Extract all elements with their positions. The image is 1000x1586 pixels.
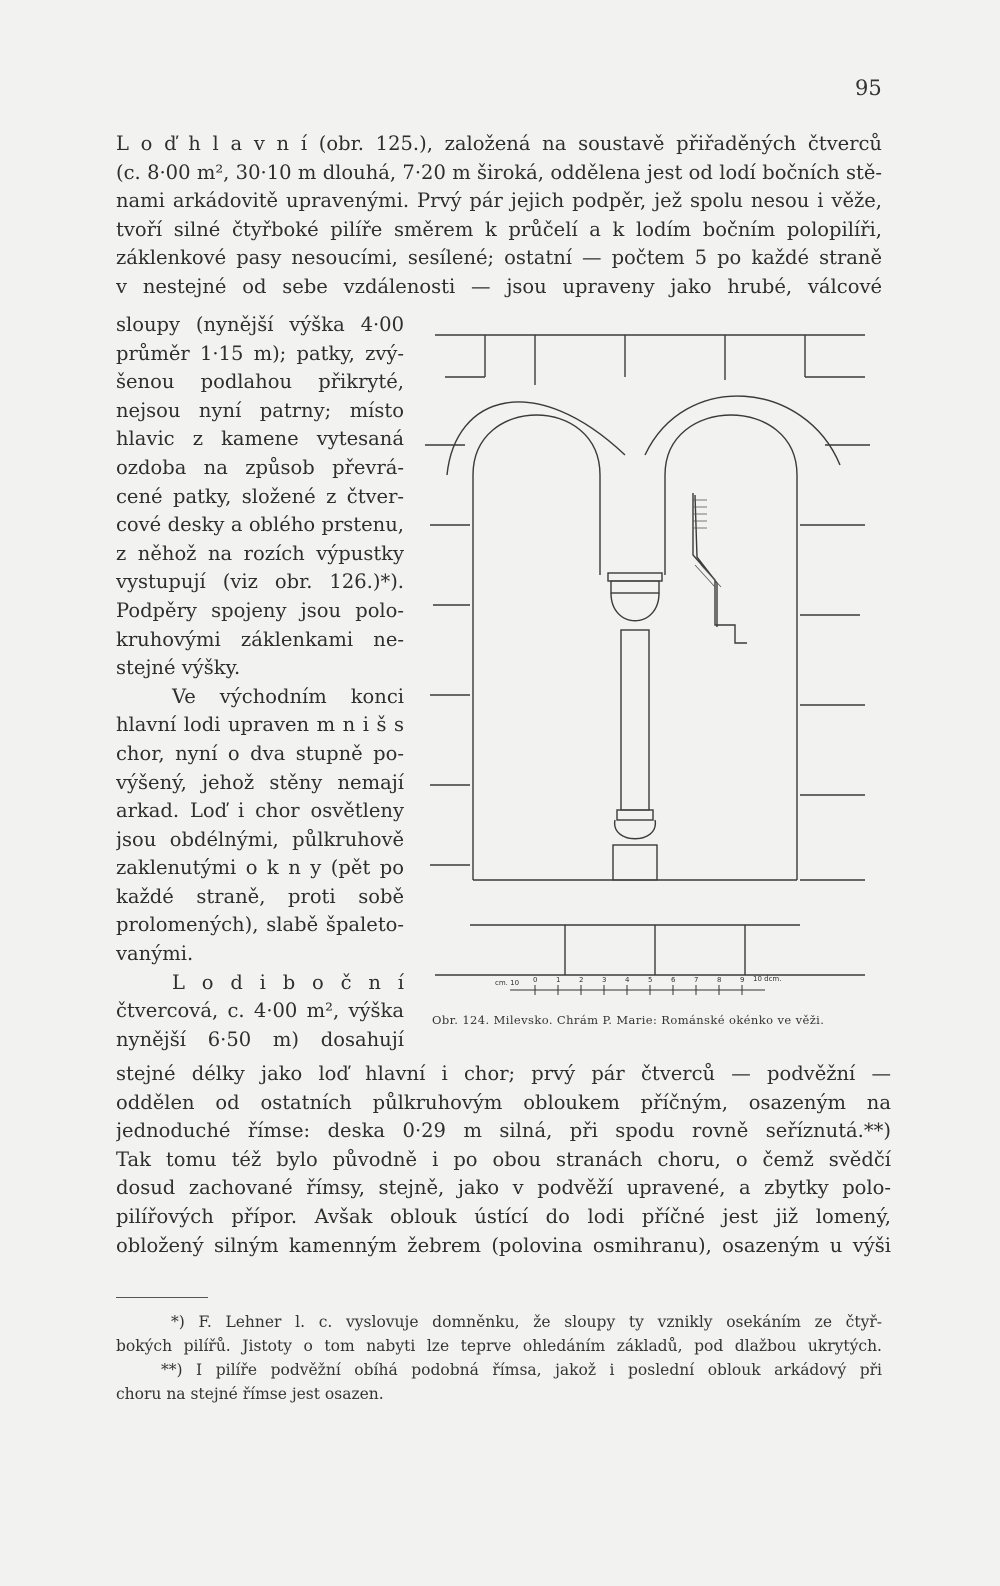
scale-label-left: cm. 10 xyxy=(495,979,520,987)
text-line: arkad. Loď i chor osvětleny xyxy=(116,799,404,823)
scale-tick-label: 6 xyxy=(671,976,676,984)
text-line: chor, nyní o dva stupně po- xyxy=(116,741,404,765)
text-line: L o ď h l a v n í (obr. 125.), založená na soustavě přiřaděných čtverců xyxy=(116,132,882,155)
text-line: z něhož na rozích výpustky xyxy=(116,541,404,565)
footnote-line: **) I pilíře podvěžní obíhá podobná římsa, jakož i poslední oblouk arkádový při xyxy=(161,1361,882,1379)
scale-tick-label: 7 xyxy=(694,976,699,984)
text-line: (c. 8·00 m², 30·10 m dlouhá, 7·20 m široká, oddělena jest od lodí bočních stě- xyxy=(116,160,882,184)
scale-tick-label: 3 xyxy=(602,976,607,984)
text-line: ozdoba na způsob převrá- xyxy=(116,455,404,479)
intro-paragraph xyxy=(116,130,882,302)
text-line: nynější 6·50 m) dosahují xyxy=(116,1027,404,1051)
text-line: vystupují (viz obr. 126.)*). xyxy=(116,570,404,594)
text-line: výšený, jehož stěny nemají xyxy=(116,770,404,794)
footnote-line: choru na stejné římse jest osazen. xyxy=(116,1385,384,1403)
text-line: stejné výšky. xyxy=(116,656,241,680)
footnote-rule xyxy=(116,1297,208,1298)
text-line: čtvercová, c. 4·00 m², výška xyxy=(116,999,404,1023)
page-number: 95 xyxy=(855,76,882,100)
text-line: zaklenutými o k n y (pět po xyxy=(116,856,404,880)
scale-tick-label: 4 xyxy=(625,976,630,984)
text-line: prolomených), slabě špaleto- xyxy=(116,913,404,937)
footnote-line: *) F. Lehner l. c. vyslovuje domněnku, že sloupy ty vznikly osekáním ze čtyř- xyxy=(171,1313,882,1331)
text-line: Ve východním konci xyxy=(172,684,404,708)
text-line: oddělen od ostatních půlkruhovým obloukem příčným, osazeným na xyxy=(116,1090,891,1114)
text-line: vanými. xyxy=(116,942,194,966)
scale-tick-label: 1 xyxy=(556,976,561,984)
text-line: nami arkádovitě upravenými. Prvý pár jejich podpěr, jež spolu nesou i věže, xyxy=(116,189,882,213)
text-line: kruhovými záklenkami ne- xyxy=(116,627,404,651)
text-line: jednoduché římse: deska 0·29 m silná, při spodu rovně seříznutá.**) xyxy=(116,1119,891,1143)
scale-tick-label: 8 xyxy=(717,976,722,984)
scale-tick-label: 0 xyxy=(533,976,538,984)
window-drawing xyxy=(425,325,880,997)
text-line: jsou obdélnými, půlkruhově xyxy=(116,827,404,851)
text-line: sloupy (nynější výška 4·00 xyxy=(116,313,404,336)
text-line: tvoří silné čtyřboké pilíře směrem k průčelí a k lodím bočním polopilíři, xyxy=(116,217,882,241)
text-line: každé straně, proti sobě xyxy=(116,884,404,908)
text-line: záklenkové pasy nesoucími, sesílené; ostatní — počtem 5 po každé straně xyxy=(116,246,882,270)
text-line: cové desky a oblého prstenu, xyxy=(116,513,404,537)
text-line: dosud zachované římsy, stejně, jako v podvěží upravené, a zbytky polo- xyxy=(116,1176,891,1200)
text-line: hlavic z kamene vytesaná xyxy=(116,427,404,451)
figure-caption: Obr. 124. Milevsko. Chrám P. Marie: Románské okénko ve věži. xyxy=(432,1013,825,1027)
text-line: L o d i b o č n í xyxy=(172,970,404,994)
window-figure xyxy=(425,325,880,997)
text-line: Podpěry spojeny jsou polo- xyxy=(116,598,404,622)
text-line: obložený silným kamenným žebrem (polovina osmihranu), osazeným u výši xyxy=(116,1233,891,1257)
column-paragraph xyxy=(116,311,404,1054)
text-line: cené patky, složené z čtver- xyxy=(116,484,404,508)
text-line: průměr 1·15 m); patky, zvý- xyxy=(116,341,404,365)
text-line: stejné délky jako loď hlavní i chor; prvý pár čtverců — podvěžní — xyxy=(116,1062,891,1085)
text-line: nejsou nyní patrny; místo xyxy=(116,398,404,422)
scale-tick-label: 2 xyxy=(579,976,584,984)
text-line: šenou podlahou přikryté, xyxy=(116,370,404,394)
footnote-line: bokých pilířů. Jistoty o tom nabyti lze teprve ohledáním základů, pod dlažbou ukrytých. xyxy=(116,1337,882,1355)
bottom-paragraph xyxy=(116,1060,891,1260)
text-line: hlavní lodi upraven m n i š s xyxy=(116,713,404,737)
scale-label-right: 10 dcm. xyxy=(753,975,782,983)
scale-tick-label: 5 xyxy=(648,976,653,984)
scale-tick-label: 9 xyxy=(740,976,745,984)
text-line: v nestejné od sebe vzdálenosti — jsou upraveny jako hrubé, válcové xyxy=(116,274,882,298)
footnotes xyxy=(116,1310,882,1406)
text-line: pilířových přípor. Avšak oblouk ústící do lodi příčné jest již lomený, xyxy=(116,1204,891,1228)
text-line: Tak tomu též bylo původně i po obou stranách choru, o čemž svědčí xyxy=(116,1147,891,1171)
